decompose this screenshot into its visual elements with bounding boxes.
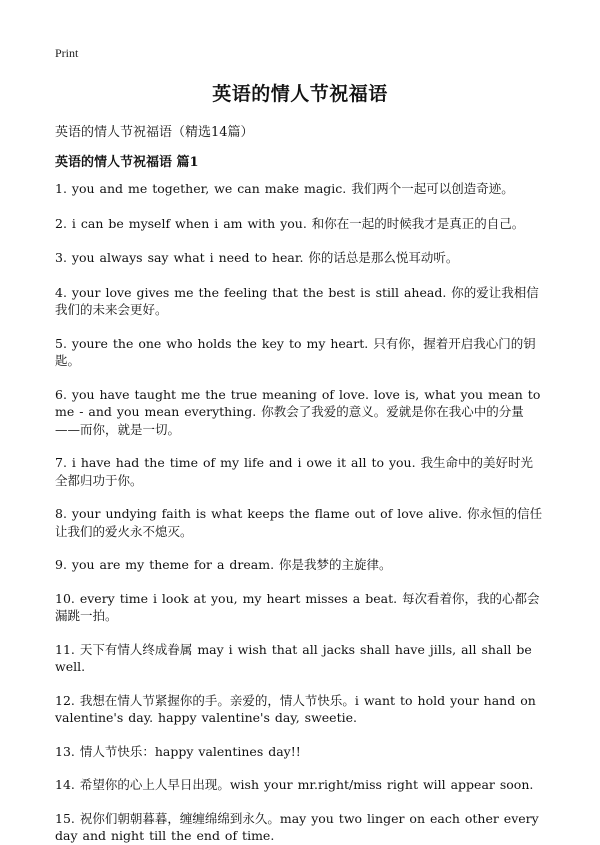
list-item: 1. you and me together, we can make magic. 我们两个一起可以创造奇迹。 [55, 181, 514, 196]
list-item: 5. youre the one who holds the key to my heart. 只有你，握着开启我心门的钥匙。 [55, 335, 536, 368]
section-heading: 英语的情人节祝福语 篇1 [55, 155, 199, 170]
list-item: 14. 希望你的心上人早日出现。wish your mr.right/miss right will appear soon. [55, 777, 534, 792]
list-item: 12. 我想在情人节紧握你的手。亲爱的，情人节快乐。i want to hold your hand on valentine's day. happy valentine's day, sweetie. [55, 692, 536, 725]
list-item: 6. you have taught me the true meaning of love. love is, what you mean to me - and you mean everything. 你教会了我爱的意义。爱就是你在我心中的分量——而你，就是一切。 [55, 386, 541, 437]
list-item: 7. i have had the time of my life and i owe it all to you. 我生命中的美好时光全都归功于你。 [55, 455, 534, 488]
list-item: 4. your love gives me the feeling that the best is still ahead. 你的爱让我相信我们的未来会更好。 [55, 284, 539, 317]
document-subtitle: 英语的情人节祝福语（精选14篇） [55, 125, 254, 140]
list-item: 8. your undying faith is what keeps the flame out of love alive. 你永恒的信任让我们的爱火永不熄灭。 [55, 506, 543, 539]
list-item: 10. every time i look at you, my heart misses a beat. 每次看着你，我的心都会漏跳一拍。 [55, 590, 540, 623]
list-item: 3. you always say what i need to hear. 你的话总是那么悦耳动听。 [55, 250, 459, 265]
list-item: 11. 天下有情人终成眷属 may i wish that all jacks shall have jills, all shall be well. [55, 641, 532, 674]
page-title: 英语的情人节祝福语 [212, 83, 388, 105]
list-item: 13. 情人节快乐：happy valentines day!! [55, 743, 301, 759]
list-item: 2. i can be myself when i am with you. 和你在一起的时候我才是真正的自己。 [55, 215, 525, 231]
greetings-list [55, 180, 545, 845]
list-item: 15. 祝你们朝朝暮暮，缠缠绵绵到永久。may you two linger on each other every day and night till the end of time. [55, 810, 539, 843]
list-item: 9. you are my theme for a dream. 你是我梦的主旋律。 [55, 557, 392, 572]
print-label: Print [55, 46, 79, 60]
